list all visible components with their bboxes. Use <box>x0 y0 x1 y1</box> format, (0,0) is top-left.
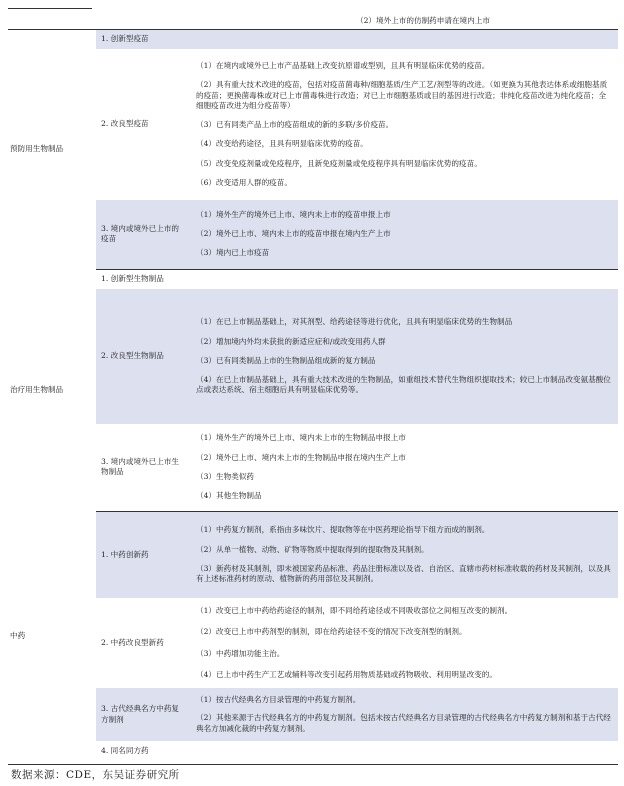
items-cell <box>190 511 618 598</box>
items-cell <box>190 598 618 688</box>
category-cell <box>8 269 96 511</box>
items-cell <box>190 289 618 424</box>
subcategory-label: 1. 中药创新药 <box>101 549 149 559</box>
subcategory-cell <box>96 269 190 289</box>
subcategory-cell <box>96 741 190 762</box>
items-cell <box>190 49 618 200</box>
category-cell <box>8 511 96 762</box>
list-item: （1）按古代经典名方目录管理的中药复方制剂。 <box>196 695 361 705</box>
list-item: （3）新药材及其制剂，即未被国家药品标准、药品注册标准以及省、自治区、直辖市药材标准收载的药材及其制剂，以及具有上述标准药材的原动、植物新的药用部位及其制剂。 <box>196 563 611 583</box>
table-row <box>8 30 618 49</box>
items-cell <box>190 688 618 741</box>
list-item: （3）已有同类制品上市的生物制品组成新的复方制品 <box>196 355 376 365</box>
category-label: 预防用生物制品 <box>10 144 64 154</box>
list-item: （2）境外已上市、境内未上市的疫苗申报在境内生产上市 <box>196 229 391 239</box>
list-item: （3）生物类似药 <box>196 471 254 481</box>
subcategory-label: 2. 改良型疫苗 <box>101 119 149 129</box>
list-item: （4）其他生物制品 <box>196 491 262 500</box>
table-row <box>8 200 618 269</box>
list-item: （3）中药增加功能主治。 <box>196 648 285 658</box>
table-row <box>8 289 618 424</box>
list-item: （2）其他来源于古代经典名方的中药复方制剂。包括未按古代经典名方目录管理的古代经典名方中药复方制剂和基于古代经典名方加减化裁的中药复方制剂。 <box>196 713 611 733</box>
subcategory-label: 3. 境内或境外已上市的疫苗 <box>101 224 180 244</box>
list-item: （1）境外生产的境外已上市、境内未上市的生物制品申报上市 <box>196 433 406 443</box>
subcategory-label: 1. 创新型生物制品 <box>101 274 164 284</box>
data-source-note: 数据来源：CDE，东吴证券研究所 <box>11 769 180 781</box>
list-item: （1）在境内或境外已上市产品基础上改变抗原谱或型别，且具有明显临床优势的疫苗。 <box>196 61 490 70</box>
subcategory-label: 1. 创新型疫苗 <box>101 34 149 44</box>
table-row <box>8 49 618 200</box>
table-row <box>8 511 618 598</box>
subcategory-cell <box>96 289 190 424</box>
list-item: （2）增加境内外均未获批的新适应症和/或改变用药人群 <box>196 336 386 346</box>
table-row <box>8 741 618 762</box>
list-item: （4）在已上市制品基础上，具有重大技术改进的生物制品，如重组技术替代生物组织提取技术；较已上市制品改变氨基酸位点或表达系统、宿主细胞后具有明显临床优势等。 <box>196 375 611 395</box>
list-item: （4）改变给药途径，且具有明显临床优势的疫苗。 <box>196 139 368 149</box>
list-item: （1）改变已上市中药给药途径的制剂，即不同给药途径或不同吸收部位之间相互改变的制剂。 <box>196 606 513 615</box>
subcategory-label: 3. 境内或境外已上市生物制品 <box>101 457 180 477</box>
list-item: （6）改变适用人群的疫苗。 <box>196 177 292 187</box>
items-cell <box>190 30 618 49</box>
list-item: （3）已有同类产品上市的疫苗组成的新的多联/多价疫苗。 <box>196 120 394 129</box>
list-item: （1）中药复方制剂，系指由多味饮片、提取物等在中医药理论指导下组方而成的制剂。 <box>196 525 490 535</box>
header-rule <box>8 8 92 9</box>
list-item: （2）具有重大技术改进的疫苗，包括对疫苗菌毒种/细胞基质/生产工艺/剂型等的改进。（如更换为其他表达体系或细胞基质的疫苗；更换菌毒株或对已上市菌毒株进行改造；对已上市细胞基质或目的基因进行改造；非纯化疫苗改进为纯化疫苗；全细胞疫苗改进为组分疫苗等） <box>196 80 608 110</box>
list-item: （2）改变已上市中药剂型的制剂，即在给药途径不变的情况下改变剂型的制剂。 <box>196 627 467 637</box>
list-item: （3）境内已上市疫苗 <box>196 248 270 258</box>
subcategory-label: 4. 同名同方药 <box>101 746 149 756</box>
list-item: （1）在已上市制品基础上，对其剂型、给药途径等进行优化，且具有明显临床优势的生物制品 <box>196 317 513 327</box>
table-row <box>8 269 618 289</box>
table-row <box>8 688 618 741</box>
subcategory-cell <box>96 49 190 200</box>
items-cell <box>190 424 618 511</box>
category-label: 中药 <box>10 631 26 641</box>
subcategory-label: 3. 古代经典名方中药复方制剂 <box>101 704 180 724</box>
items-cell <box>190 200 618 269</box>
items-cell <box>190 741 618 762</box>
subcategory-cell <box>96 598 190 688</box>
subcategory-cell <box>96 511 190 598</box>
subcategory-cell <box>96 200 190 269</box>
table-row <box>8 424 618 511</box>
header-title: （2）境外上市的仿制药申请在境内上市 <box>356 16 490 25</box>
category-cell <box>8 30 96 269</box>
list-item: （4）已上市中药生产工艺或辅料等改变引起药用物质基础或药物吸收、利用明显改变的。 <box>196 669 497 679</box>
list-item: （2）从单一植物、动物、矿物等物质中提取得到的提取物及其制剂。 <box>196 544 429 554</box>
subcategory-label: 2. 中药改良型新药 <box>101 637 164 647</box>
subcategory-cell <box>96 30 190 49</box>
table-row <box>8 598 618 688</box>
list-item: （2）境外已上市、境内未上市的生物制品申报在境内生产上市 <box>196 452 406 462</box>
category-label: 治疗用生物制品 <box>10 384 64 394</box>
footer <box>8 764 618 781</box>
subcategory-cell <box>96 688 190 741</box>
list-item: （5）改变免疫剂量或免疫程序，且新免疫剂量或免疫程序具有明显临床优势的疫苗。 <box>196 158 482 168</box>
items-cell <box>190 269 618 289</box>
drug-classification-table <box>8 30 618 762</box>
subcategory-cell <box>96 424 190 511</box>
subcategory-label: 2. 改良型生物制品 <box>101 351 164 361</box>
table-header <box>0 16 624 26</box>
list-item: （1）境外生产的境外已上市、境内未上市的疫苗申报上市 <box>196 209 391 219</box>
